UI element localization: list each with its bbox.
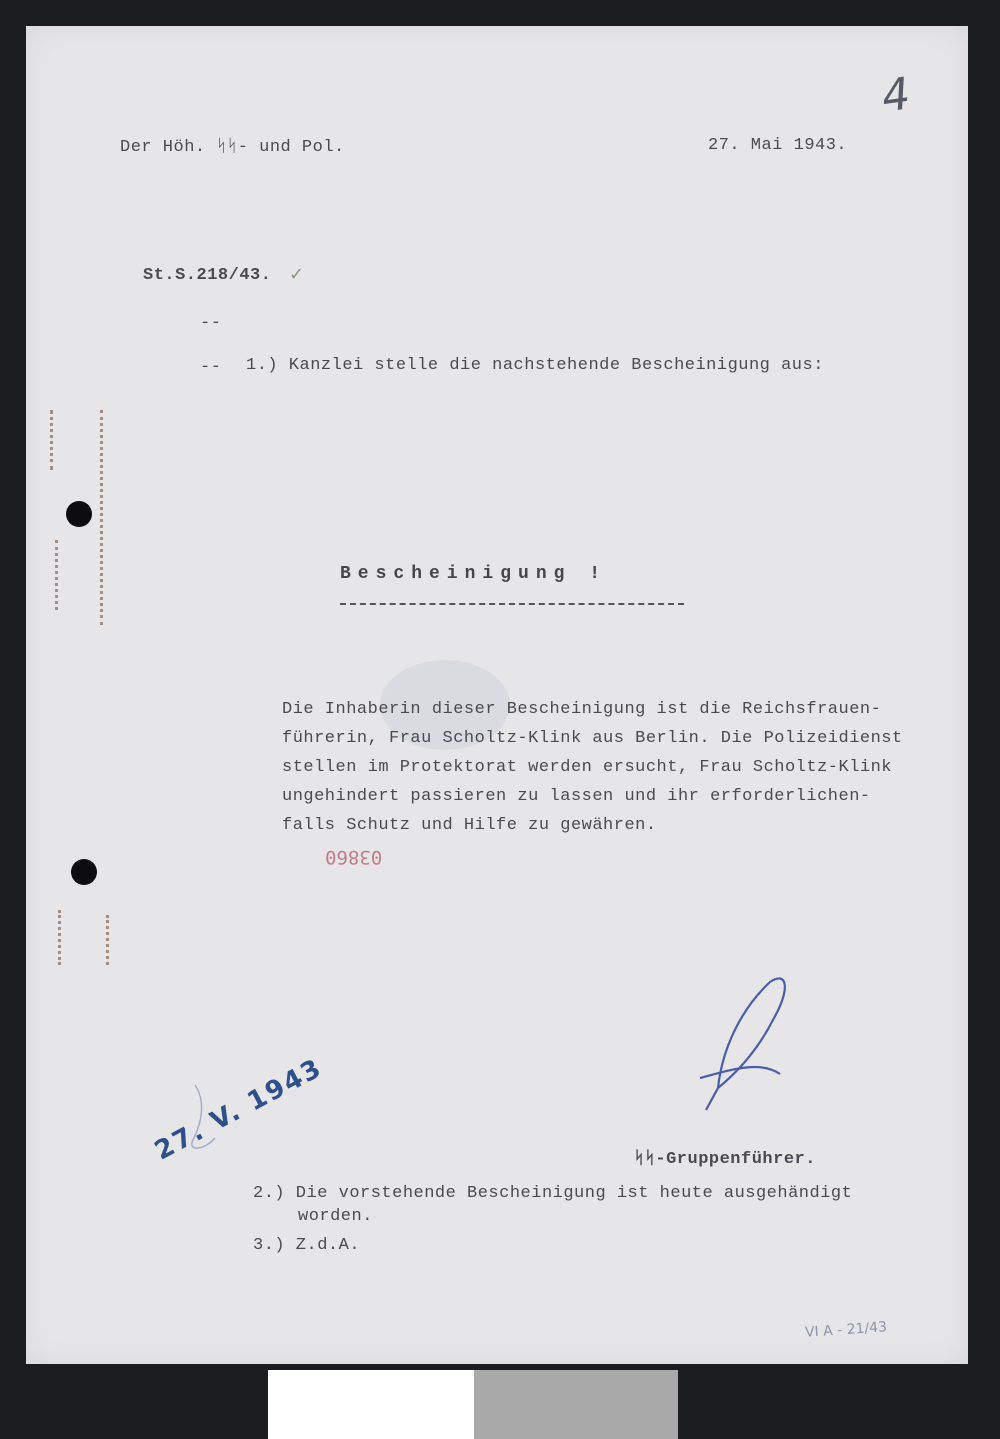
red-stamp-number: 03860 bbox=[325, 846, 383, 868]
reference-number: St.S.218/43. bbox=[143, 266, 272, 285]
signature-rank: ᛋᛋ-Gruppenführer. bbox=[634, 1150, 816, 1169]
punch-hole-top bbox=[66, 501, 92, 527]
date-stamp: 27. V. 1943 bbox=[150, 1053, 328, 1167]
punch-hole-bottom bbox=[71, 859, 97, 885]
certificate-line: ungehindert passieren zu lassen und ihr erforderlichen- bbox=[282, 787, 871, 806]
sender-line: Der Höh. ᛋᛋ- und Pol. bbox=[120, 138, 345, 157]
rust-mark bbox=[106, 915, 112, 965]
item-2-continued: worden. bbox=[298, 1207, 373, 1226]
rust-mark bbox=[100, 410, 106, 625]
certificate-title: Bescheinigung ! bbox=[340, 564, 608, 584]
signature-scribble bbox=[670, 970, 800, 1130]
certificate-line: führerin, Frau Scholtz-Klink aus Berlin. Die Polizeidienst bbox=[282, 729, 903, 748]
item-3: 3.) Z.d.A. bbox=[253, 1236, 361, 1255]
rust-mark bbox=[50, 410, 56, 470]
title-underline bbox=[340, 603, 684, 605]
calibration-gray bbox=[474, 1370, 678, 1439]
certificate-line: Die Inhaberin dieser Bescheinigung ist die Reichsfrauen- bbox=[282, 700, 882, 719]
document-date: 27. Mai 1943. bbox=[708, 136, 848, 155]
dash-mark: -- bbox=[200, 314, 222, 333]
rust-mark bbox=[55, 540, 61, 610]
rust-mark bbox=[58, 910, 64, 965]
page-number: 4 bbox=[878, 68, 914, 123]
archive-note: VI A - 21/43 bbox=[804, 1319, 888, 1341]
dash-mark: -- bbox=[200, 358, 222, 377]
calibration-white bbox=[268, 1370, 474, 1439]
item-1: 1.) Kanzlei stelle die nachstehende Bescheinigung aus: bbox=[246, 356, 824, 375]
certificate-line: stellen im Protektorat werden ersucht, Frau Scholtz-Klink bbox=[282, 758, 892, 777]
certificate-line: falls Schutz und Hilfe zu gewähren. bbox=[282, 816, 657, 835]
check-mark: ✓ bbox=[289, 264, 305, 285]
item-2: 2.) Die vorstehende Bescheinigung ist heute ausgehändigt bbox=[253, 1184, 853, 1203]
